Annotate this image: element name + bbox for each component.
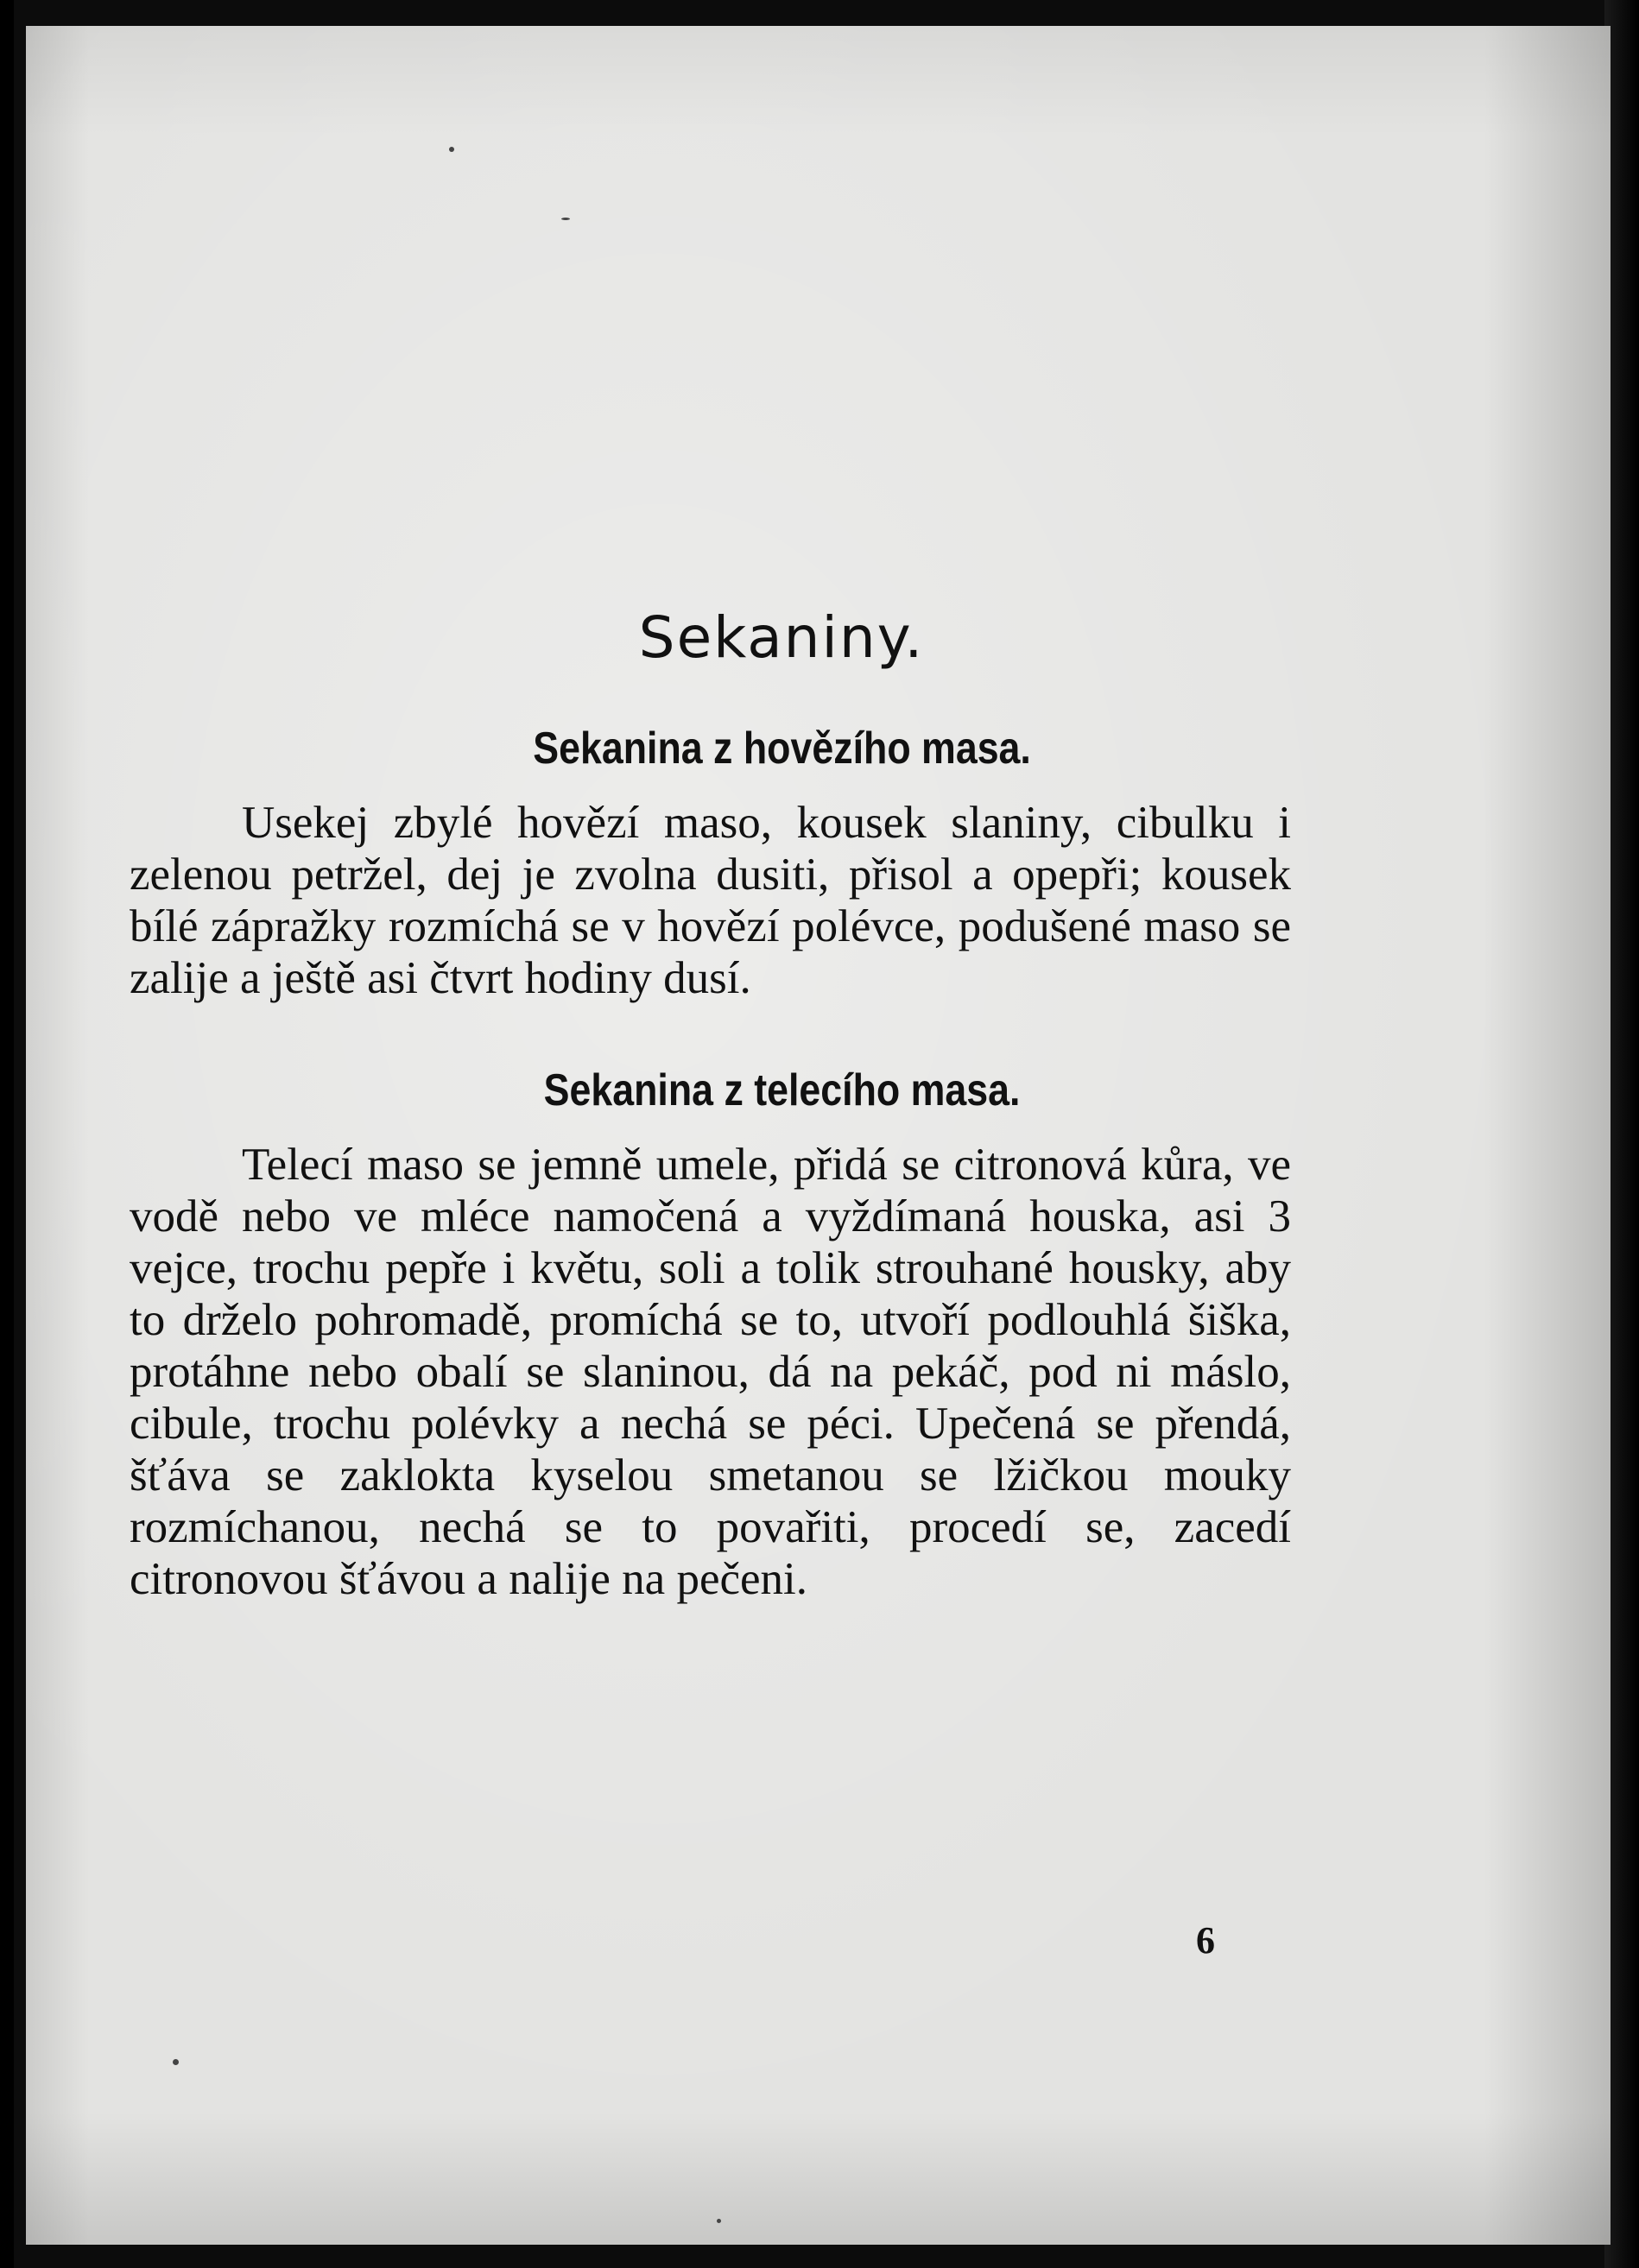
ink-speck: [561, 218, 570, 220]
page-number: 6: [1196, 1919, 1215, 1962]
ink-speck: [173, 2059, 179, 2065]
ink-speck: [449, 147, 454, 152]
scan-edge-left: [0, 0, 14, 2268]
chapter-title: Sekaniny.: [638, 604, 925, 671]
recipe-title-beef: Sekanina z hovězího masa.: [533, 723, 1031, 774]
recipe-text-beef: Usekej zbylé hovězí maso, kousek slaniny, cibulku i zelenou petržel, dej je zvolna dusiti, přisol a opepři; kousek bílé zápražky rozmíchá se v hovězí polévce, podušené maso se zalije a ještě asi čtvrt hodiny dusí.: [130, 798, 1291, 1003]
page-content: [130, 604, 1321, 1605]
recipe-title-veal: Sekanina z telecího masa.: [543, 1065, 1021, 1115]
recipe-text-veal: Telecí maso se jemně umele, přidá se citronová kůra, ve vodě nebo ve mléce namočená a vyždímaná houska, asi 3 vejce, trochu pepře i květu, soli a tolik strouhané housky, aby to drželo pohromadě, promíchá se to, utvoří podlouhlá šiška, protáhne nebo obalí se slaninou, dá na pekáč, pod ni máslo, cibule, trochu polévky a nechá se péci. Upečená se přendá, šťáva se zaklokta kyselou smetanou se lžičkou mouky rozmíchanou, nechá se to povařiti, procedí se, zacedí citronovou šťávou a nalije na pečeni.: [130, 1140, 1291, 1604]
ink-speck: [717, 2219, 721, 2223]
